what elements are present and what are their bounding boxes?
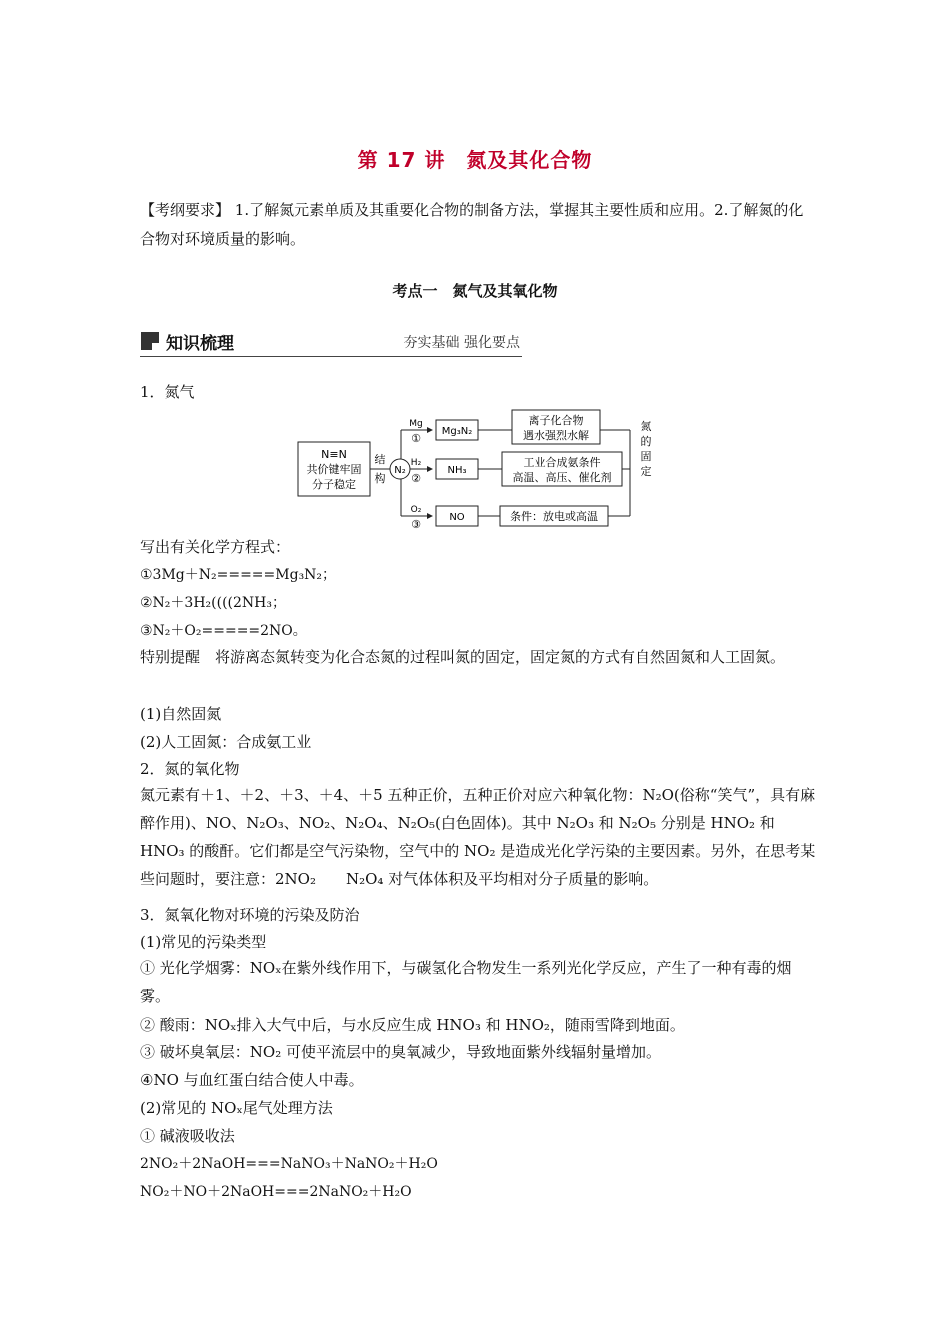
- note-1-line-2: 遇水强烈水解: [523, 429, 589, 442]
- reaction-num-3: ③: [411, 518, 421, 531]
- pollution-acid-rain: ② 酸雨：NOₓ排入大气中后，与水反应生成 HNO₃ 和 HNO₂，随雨雪降到地面。: [140, 1016, 685, 1034]
- lecture-title: 第 17 讲 氮及其化合物: [357, 148, 593, 172]
- note-2-line-1: 工业合成氨条件: [523, 456, 601, 469]
- left-box-line-2: 共价键牢固: [306, 463, 362, 476]
- method-alkali-absorption: ① 碱液吸收法: [140, 1127, 235, 1145]
- equation-2: ②N₂＋3H₂((((2NH₃；: [140, 595, 286, 611]
- equation-3: ③N₂＋O₂=====2NO。: [140, 623, 307, 639]
- reaction-num-1: ①: [411, 432, 421, 445]
- section-title: 考点一 氮气及其氧化物: [392, 282, 558, 300]
- requirements-tag: 【考纲要求】: [140, 201, 231, 219]
- left-box-line-1: N≡N: [321, 448, 347, 461]
- item1-title: 1．氮气: [140, 383, 195, 401]
- reagent-1: Mg: [409, 419, 423, 429]
- reaction-num-2: ②: [411, 472, 421, 485]
- nitrogen-reaction-diagram: [290, 408, 670, 532]
- square-icon: [141, 332, 159, 350]
- knowledge-banner: [140, 328, 522, 357]
- product-1: Mg₃N₂: [441, 426, 473, 437]
- fixation-label-1: 氮: [640, 420, 652, 433]
- fixation-label-4: 定: [640, 465, 652, 478]
- reaction-2: NO₂＋NO＋2NaOH===2NaNO₂＋H₂O: [140, 1184, 412, 1200]
- note-1-line-1: 离子化合物: [528, 414, 584, 427]
- item2-text: 氮元素有＋1、＋2、＋3、＋4、＋5 五种正价，五种正价对应六种氧化物：N₂O(俗称“笑气”，具有麻醉作用)、NO、N₂O₃、NO₂、N₂O₄、N₂O₅(白色固体)。其中 N₂O₃ 和 N₂O₅ 分别是 HNO₂ 和 HNO₃ 的酸酐。它们都是空气污染物，空气中的 NO₂ 是造成光化学污染的主要因素。另外，在思考某些问题时，要注意：2NO₂ N₂O₄ 对气体体积及平均相对分子质量的影响。: [140, 786, 816, 888]
- fixation-label-2: 的: [640, 435, 652, 448]
- reaction-1: 2NO₂＋2NaOH===NaNO₃＋NaNO₂＋H₂O: [140, 1156, 438, 1172]
- note-2-line-2: 高温、高压、催化剂: [512, 471, 612, 484]
- struct-label-1: 结: [374, 453, 386, 466]
- equation-1: ①3Mg＋N₂=====Mg₃N₂；: [140, 567, 337, 583]
- banner-title: 知识梳理: [166, 334, 234, 354]
- syllabus-requirements: [140, 196, 816, 254]
- requirements-text: 1.了解氮元素单质及其重要化合物的制备方法，掌握其主要性质和应用。2.了解氮的化合物对环境质量的影响。: [140, 201, 804, 248]
- item3-subtitle-2: (2)常见的 NOₓ尾气处理方法: [140, 1099, 333, 1117]
- item2-title: 2．氮的氧化物: [140, 760, 240, 778]
- struct-label-2: 构: [374, 472, 386, 485]
- banner-subtitle: 夯实基础 强化要点: [403, 335, 520, 351]
- product-2: NH₃: [447, 465, 467, 476]
- item3-subtitle-1: (1)常见的污染类型: [140, 933, 267, 951]
- pollution-ozone: ③ 破坏臭氧层：NO₂ 可使平流层中的臭氧减少，导致地面紫外线辐射量增加。: [140, 1043, 661, 1061]
- left-box-line-3: 分子稳定: [312, 478, 356, 491]
- product-3: NO: [449, 512, 465, 523]
- tip-artificial-fixation: (2)人工固氮：合成氨工业: [140, 733, 312, 751]
- reagent-3: O₂: [410, 505, 422, 515]
- reagent-2: H₂: [410, 458, 422, 468]
- note-3-line-1: 条件：放电或高温: [510, 510, 598, 523]
- fixation-label-3: 固: [640, 450, 652, 463]
- center-label: N₂: [394, 465, 406, 476]
- pollution-photochemical-smog: ① 光化学烟雾：NOₓ在紫外线作用下，与碳氢化合物发生一系列光化学反应，产生了一种有毒的烟雾。: [140, 959, 792, 1005]
- pollution-hemoglobin: ④NO 与血红蛋白结合使人中毒。: [140, 1071, 364, 1089]
- equations-intro: 写出有关化学方程式：: [140, 538, 291, 556]
- special-tip: 特别提醒 将游离态氮转变为化合态氮的过程叫氮的固定，固定氮的方式有自然固氮和人工固氮。: [140, 648, 786, 666]
- item3-title: 3．氮氧化物对环境的污染及防治: [140, 906, 360, 924]
- tip-natural-fixation: (1)自然固氮: [140, 705, 222, 723]
